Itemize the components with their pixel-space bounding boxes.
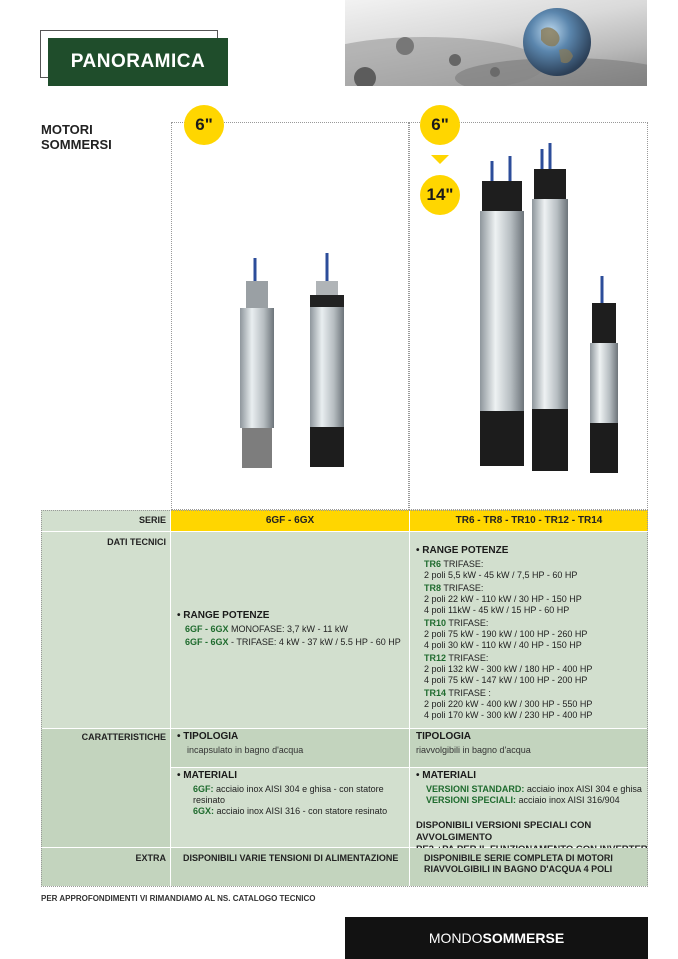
tr12-block: TR12 TRIFASE: 2 poli 132 kW - 300 kW / 180 HP - 400 HP 4 poli 75 kW - 147 kW / 100 HP - 200 HP: [424, 653, 593, 685]
special-versions-note: DISPONIBILI VERSIONI SPECIALI CON AVVOLGIMENTO: [416, 820, 592, 843]
motor-tr-illustration: [472, 141, 622, 491]
table-row-materiali: [41, 768, 648, 847]
motor-6gf-illustration: [232, 253, 352, 503]
dati-tr: [410, 532, 648, 728]
serie-6gf: 6GF - 6GX: [171, 510, 409, 531]
mat-6gx-line: 6GX: acciaio inox AISI 316 - con statore resinato: [193, 806, 388, 816]
range-title-right: • RANGE POTENZE: [416, 545, 509, 556]
tipologia-title-left: • TIPOLOGIA: [177, 731, 239, 742]
dati-6gf: [171, 532, 409, 728]
size-badge-6: 6": [184, 105, 224, 145]
tipologia-title-right: TIPOLOGIA: [416, 731, 471, 742]
tipologia-text-right: riavvolgibili in bagno d'acqua: [416, 745, 531, 755]
label-caratteristiche: CARATTERISTICHE: [41, 729, 170, 847]
label-serie: SERIE: [41, 510, 170, 531]
tr6-block: TR6 TRIFASE: 2 poli 5,5 kW - 45 kW / 7,5 HP - 60 HP: [424, 559, 578, 580]
tr8-block: TR8 TRIFASE: 2 poli 22 kW - 110 kW / 30 HP - 150 HP 4 poli 11kW - 45 kW / 15 HP - 60 HP: [424, 583, 582, 615]
materiali-title-left: • MATERIALI: [177, 770, 237, 781]
brand-footer: [345, 917, 648, 959]
catalog-note: PER APPROFONDIMENTI VI RIMANDIAMO AL NS. CATALOGO TECNICO: [41, 894, 316, 903]
brand-bold: SOMMERSE: [482, 930, 565, 946]
brand-light: MONDO: [428, 930, 483, 946]
tipologia-text-left: incapsulato in bagno d'acqua: [187, 745, 304, 755]
tr14-block: TR14 TRIFASE : 2 poli 220 kW - 400 kW / 300 HP - 550 HP 4 poli 170 kW - 300 kW / 230 HP - 400 HP: [424, 688, 593, 720]
photo-panel-6gf: [171, 115, 409, 510]
tipologia-tr: [410, 729, 648, 767]
tr10-block: TR10 TRIFASE: 2 poli 75 kW - 190 kW / 100 HP - 260 HP 4 poli 30 kW - 110 kW / 40 HP - 150 HP: [424, 618, 588, 650]
mat-special-line: VERSIONI SPECIALI: acciaio inox AISI 316/904: [426, 795, 620, 805]
table-row-dati-tecnici: [41, 532, 648, 728]
size-badge-14: 14": [420, 175, 460, 215]
materiali-6gf: [171, 768, 409, 847]
table-row-tipologia: [41, 729, 648, 767]
table-row-serie: [41, 510, 648, 531]
mat-6gf-line: 6GF: acciaio inox AISI 304 e ghisa - con statore resinato: [193, 784, 384, 805]
page-title: PANORAMICA: [48, 38, 228, 86]
size-badge-6-tr: 6": [420, 105, 460, 145]
label-extra: EXTRA: [41, 848, 170, 886]
extra-tr: DISPONIBILE SERIE COMPLETA DI MOTORI RIAVVOLGIBILI IN BAGNO D'ACQUA 4 POLI: [410, 848, 648, 886]
section-title: [41, 122, 112, 152]
section-title-line-2: SOMMERSI: [41, 137, 112, 152]
materiali-title-right: • MATERIALI: [416, 770, 476, 781]
range-line-2: 6GF - 6GX - TRIFASE: 4 kW - 37 kW / 5.5 HP - 60 HP: [185, 637, 401, 647]
materiali-tr: [410, 768, 648, 847]
label-dati-tecnici: DATI TECNICI: [41, 532, 170, 728]
extra-6gf: DISPONIBILI VARIE TENSIONI DI ALIMENTAZIONE: [171, 848, 409, 886]
range-arrow-icon: [431, 155, 449, 164]
table-row-extra: [41, 848, 648, 886]
range-title-left: • RANGE POTENZE: [177, 610, 270, 621]
mat-standard-line: VERSIONI STANDARD: acciaio inox AISI 304 e ghisa: [426, 784, 642, 794]
photo-panel-tr: [409, 115, 648, 510]
serie-tr: TR6 - TR8 - TR10 - TR12 - TR14: [410, 510, 648, 531]
range-line-1: 6GF - 6GX MONOFASE: 3,7 kW - 11 kW: [185, 624, 348, 634]
tipologia-6gf: [171, 729, 409, 767]
hero-image: [345, 0, 647, 86]
section-title-line-1: MOTORI: [41, 122, 93, 137]
